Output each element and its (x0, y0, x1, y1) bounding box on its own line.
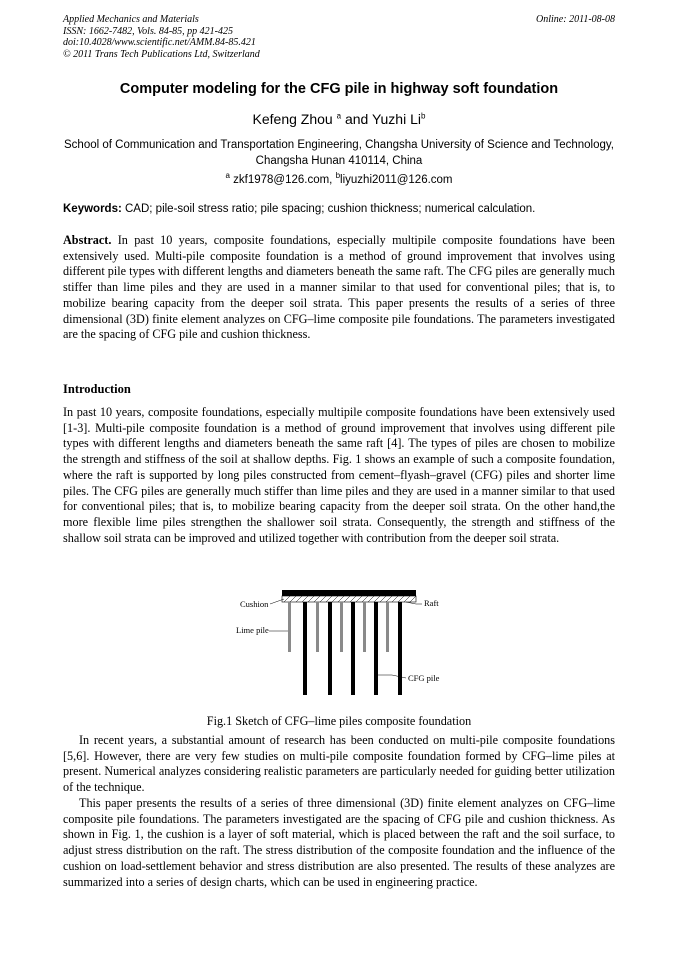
paper-title: Computer modeling for the CFG pile in highway soft foundation (119, 81, 559, 97)
author-2: Yuzhi Li (371, 111, 421, 127)
keywords (63, 203, 615, 215)
label-lime-pile: Lime pile (236, 625, 269, 635)
cfg-pile (328, 602, 332, 695)
lime-pile (386, 602, 389, 652)
abstract-text: In past 10 years, composite foundations, especially multipile composite foundations have been extensively used. Multi-pile composite foundation is a method of ground improvement that involves using different pile types with different lengths and diameters beneath the same raft. The CFG piles are generally much stiffer than lime piles and they are used in a manner similar to that used for conventional piles; that is, to mobilize bearing capacity from the deeper soil strata. This paper presents the results of a series of three dimensional (3D) finite element analyzes on CFG–lime composite pile foundations. The parameters investigated are the spacing of CFG pile and cushion thickness. (63, 233, 616, 342)
online-date: Online: 2011-08-08 (536, 14, 615, 25)
abstract (63, 233, 615, 343)
lime-pile (288, 602, 291, 652)
author-1: Kefeng Zhou (252, 111, 333, 127)
cfg-pile (398, 602, 402, 695)
introduction-heading: Introduction (63, 382, 131, 396)
email-a-sup: a (225, 171, 230, 181)
email-a[interactable]: zkf1978@126.com, (233, 174, 333, 186)
cfg-pile (374, 602, 378, 695)
copyright: © 2011 Trans Tech Publications Ltd, Switzerland (63, 48, 260, 60)
email-b[interactable]: liyuzhi2011@126.com (340, 174, 453, 186)
keywords-label: Keywords: (63, 203, 122, 215)
cfg-pile (303, 602, 307, 695)
intro-paragraph-2: In recent years, a substantial amount of research has been conducted on multi-pile composite foundations [5,6]. However, there are very few studies on multi-pile composite foundation formed by CFG–lime piles at present. Numerical analyzes considering realistic parameters are particularly needed for guiding better utilization of the technique. (63, 733, 615, 795)
authors-and: and (344, 111, 369, 127)
cfg-pile (351, 602, 355, 695)
figure-1-sketch (228, 587, 450, 705)
emails (0, 171, 678, 186)
label-cfg-pile: CFG pile (408, 673, 440, 683)
label-raft: Raft (424, 598, 439, 608)
author-2-sup: b (421, 111, 426, 121)
intro-paragraph-3: This paper presents the results of a series of three dimensional (3D) finite element analyzes on CFG–lime composite pile foundations. The parameters investigated are the spacing of CFG pile and cushion thickness. As shown in Fig. 1, the cushion is a layer of soft material, which is placed between the raft and the soil surface, to adjust stress distribution on the raft. The stress distribution of the composite foundation and the influence of the cushion on load-settlement behavior and stress distribution are also presented. The results of these analyzes are summarized into a series of design charts, which can be used in engineering practice. (63, 796, 615, 889)
raft (282, 590, 416, 596)
publication-metadata (63, 14, 260, 60)
cushion-layer (282, 596, 416, 602)
doi: doi:10.4028/www.scientific.net/AMM.84-85.421 (63, 37, 256, 48)
figure-1-caption: Fig.1 Sketch of CFG–lime piles composite foundation (206, 714, 472, 728)
lime-pile (316, 602, 319, 652)
issn: ISSN: 1662-7482, Vols. 84-85, pp 421-425 (63, 25, 233, 37)
lime-pile (363, 602, 366, 652)
abstract-label: Abstract. (63, 233, 112, 247)
intro-paragraph-1: In past 10 years, composite foundations, especially multipile composite foundations have been extensively used [1-3]. Multi-pile composite foundation is a method of ground improvement that involves using different pile types with different lengths and diameters beneath the same raft [4]. The types of piles are chosen to mobilize the strength and stiffness of the soil at shallow depths. Fig. 1 shows an example of such a composite foundation, where the raft is supported by long piles constructed from cement–flyash–gravel (CFG) piles and shorter lime piles. The CFG piles are generally much stiffer than lime piles and they are used in a manner similar to that used for conventional piles; that is, to mobilize bearing capacity from the deeper soil strata. On the other hand,the more flexible lime piles strengthen the shallower soil strata. Consequently, the strength and stiffness of the shallow soil strata can be improved and utilized together with contribution from the deeper soil strata. (63, 405, 615, 545)
affiliation: School of Communication and Transportation Engineering, Changsha University of Science and Technology, Changsha Hunan 410114, China (64, 139, 614, 167)
label-cushion: Cushion (240, 599, 269, 609)
author-1-sup: a (336, 111, 342, 121)
authors (0, 111, 678, 127)
journal-name: Applied Mechanics and Materials (63, 14, 199, 25)
keywords-text: CAD; pile-soil stress ratio; pile spacing; cushion thickness; numerical calculation. (125, 203, 536, 215)
lime-pile (340, 602, 343, 652)
email-b-sup: b (335, 171, 341, 181)
